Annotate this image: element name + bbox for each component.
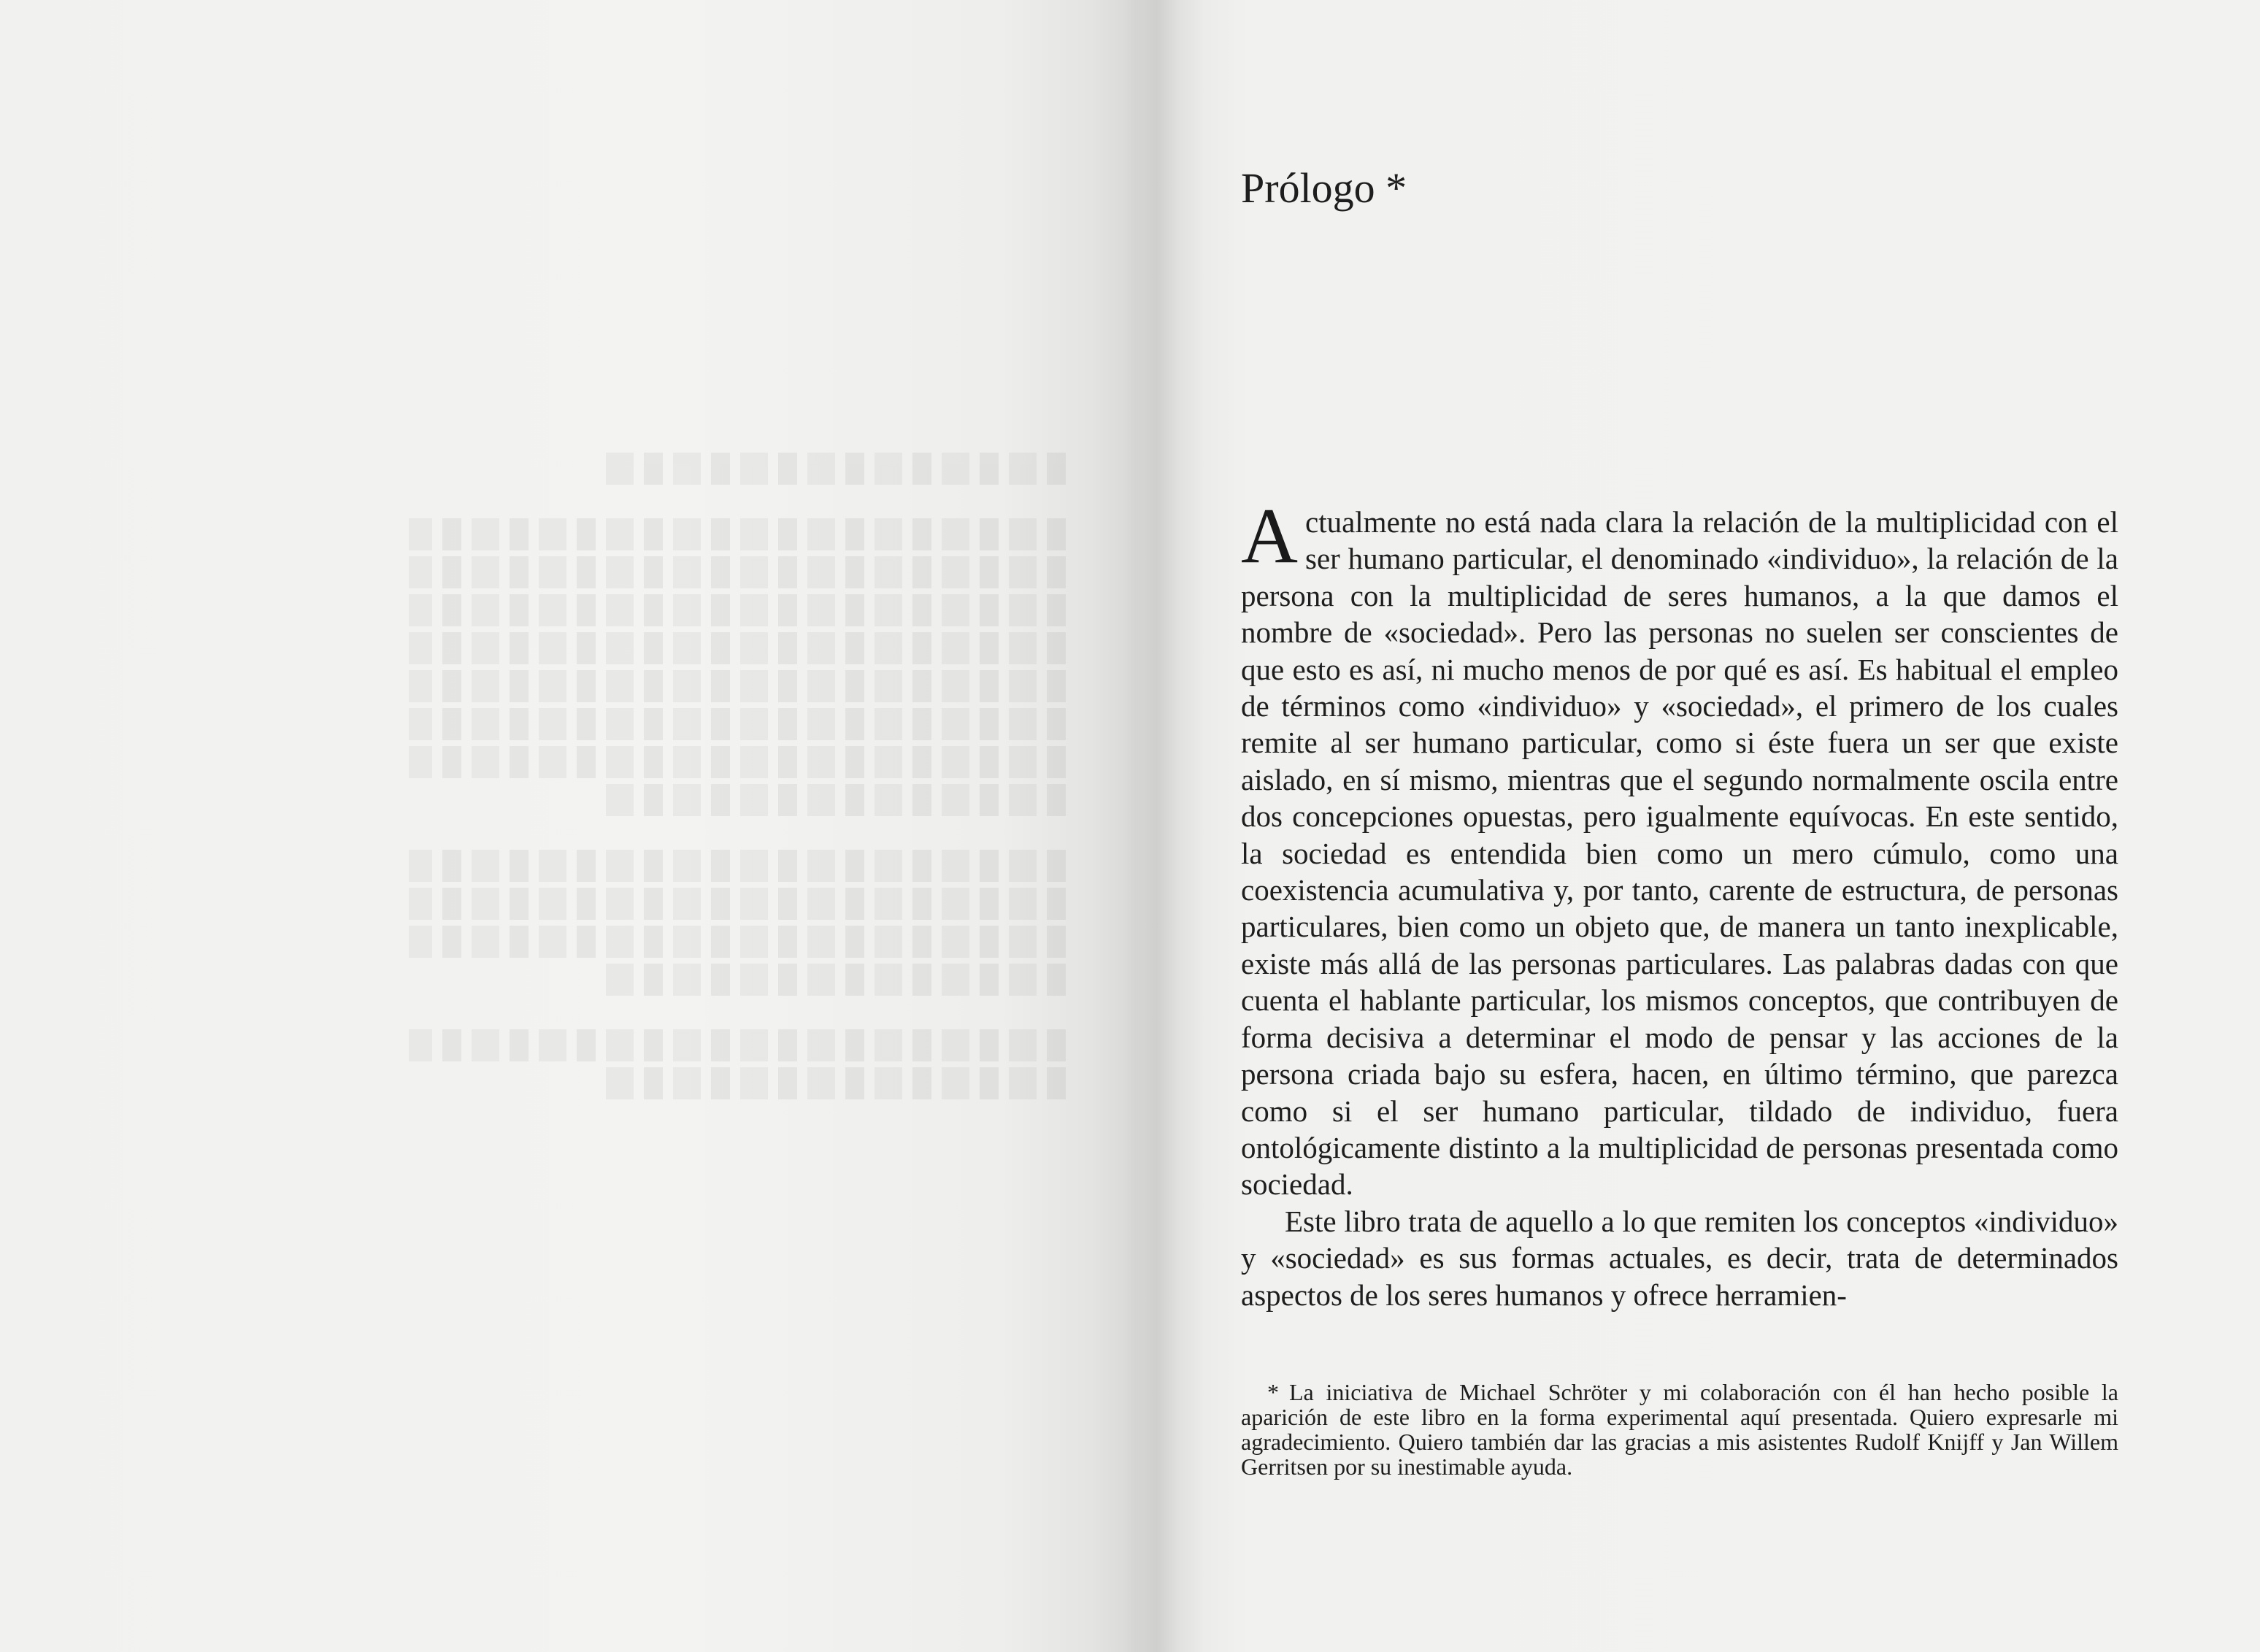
book-gutter [1124,0,1204,1652]
footnote [1241,1380,2118,1479]
paragraph-2: Este libro trata de aquello a lo que remiten los conceptos «individuo» y «sociedad» es sus formas actuales, es decir, trata de determinados aspectos de los seres humanos y ofrece herramien- [1241,1204,2118,1312]
bleed-through-text [409,453,1066,1105]
chapter-title: Prólogo * [1241,164,1407,212]
body-text [1241,493,2118,1313]
footnote-text: La iniciativa de Michael Schröter y mi colaboración con él han hecho posible la aparición de este libro en la forma experimental aquí presentada. Quiero expresarle mi agradecimiento. Quiero también dar las gracias a mis asistentes Rudolf Knijff y Jan Willem Gerritsen por su inestimable ayuda. [1241,1379,2118,1480]
paragraph-1-text: ctualmente no está nada clara la relación de la multiplicidad con el ser humano particular, el denominado «individuo», la relación de la persona con la multiplicidad de seres humanos, a la que damos el nombre de «sociedad». Pero las personas no suelen ser conscientes de que esto es así, ni mucho menos de por qué es así. Es habitual el empleo de términos como «individuo» y «sociedad», el primero de los cuales remite al ser humano particular, como si éste fuera un ser que existe aislado, en sí mismo, mientras que el segundo normalmente oscila entre dos concepciones opuestas, pero igualmente equívocas. En este sentido, la sociedad es entendida bien como un mero cúmulo, como una coexistencia acumulativa y, por tanto, carente de estructura, de personas particulares, bien como un objeto que, de manera un tanto inexplicable, existe más allá de las personas particulares. Las palabras dadas con que cuenta el hablante particular, los mismos conceptos, que contribuyen de forma decisiva a determinar el modo de pensar y las acciones de la persona criada bajo su esfera, hacen, en último término, que parezca como si el ser humano particular, tildado de individuo, fuera ontológicamente distinto a la multiplicidad de personas presentada como sociedad. [1241,505,2118,1202]
footnote-marker: * [1267,1379,1279,1405]
paragraph-1 [1241,493,2118,1203]
drop-cap: A [1241,493,1298,580]
